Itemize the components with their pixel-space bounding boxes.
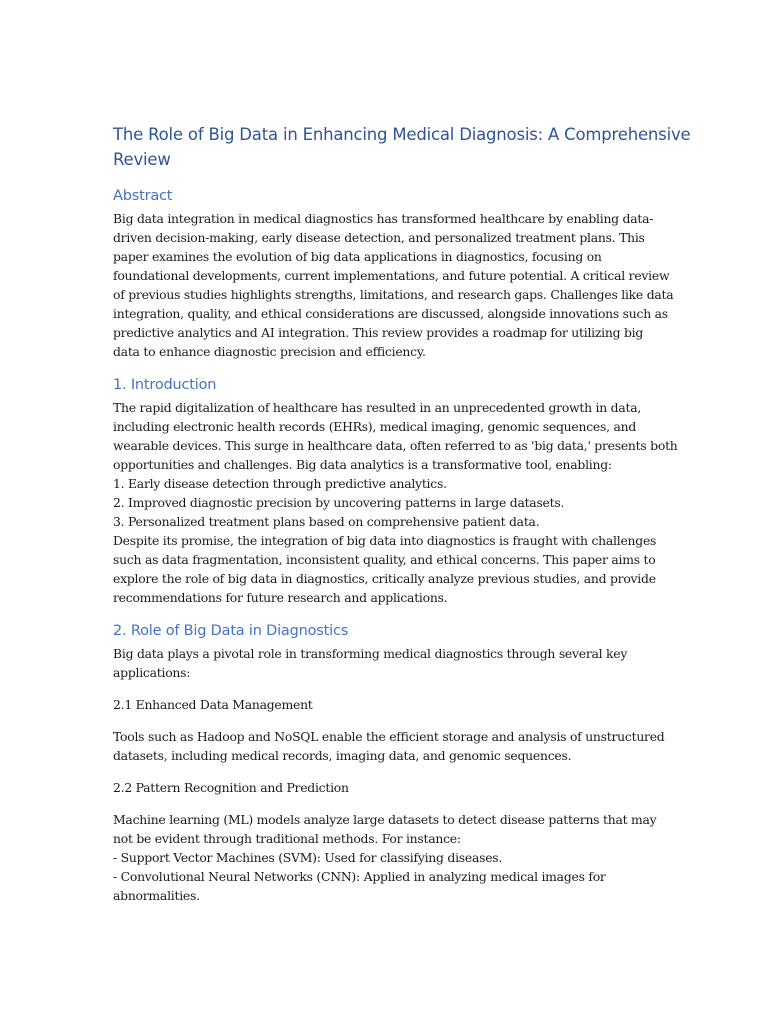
text-line: datasets, including medical records, imaging data, and genomic sequences. (113, 748, 572, 763)
subsection-heading: 2.2 Pattern Recognition and Prediction (113, 780, 349, 795)
text-line: explore the role of big data in diagnostics, critically analyze previous studies, and provide (113, 571, 656, 586)
text-line: predictive analytics and AI integration. This review provides a roadmap for utilizing big (113, 325, 644, 340)
title-line: Review (113, 150, 171, 169)
list-item: - Support Vector Machines (SVM): Used for classifying diseases. (113, 850, 503, 865)
list-item: 2. Improved diagnostic precision by uncovering patterns in large datasets. (113, 495, 565, 510)
text-line: Big data integration in medical diagnostics has transformed healthcare by enabling data- (113, 211, 654, 226)
text-line: paper examines the evolution of big data applications in diagnostics, focusing on (113, 249, 602, 264)
text-line: wearable devices. This surge in healthcare data, often referred to as 'big data,' presents both (113, 438, 678, 453)
text-line: driven decision-making, early disease detection, and personalized treatment plans. This (113, 230, 645, 245)
text-line: foundational developments, current implementations, and future potential. A critical review (113, 268, 670, 283)
text-line: Despite its promise, the integration of big data into diagnostics is fraught with challenges (113, 533, 657, 548)
text-line: Big data plays a pivotal role in transforming medical diagnostics through several key (113, 646, 628, 661)
abstract-paragraph (113, 209, 674, 361)
text-line: data to enhance diagnostic precision and efficiency. (113, 344, 426, 359)
subsection-heading: 2.1 Enhanced Data Management (113, 697, 313, 712)
introduction-paragraph (113, 398, 678, 607)
text-line: such as data fragmentation, inconsistent quality, and ethical concerns. This paper aims to (113, 552, 656, 567)
list-item: 3. Personalized treatment plans based on comprehensive patient data. (113, 514, 540, 529)
section2-intro (113, 644, 658, 682)
text-line: Tools such as Hadoop and NoSQL enable the efficient storage and analysis of unstructured (113, 729, 665, 744)
introduction-heading: 1. Introduction (113, 377, 217, 393)
text-line: The rapid digitalization of healthcare has resulted in an unprecedented growth in data, (113, 400, 642, 415)
text-line: opportunities and challenges. Big data analytics is a transformative tool, enabling: (113, 457, 612, 472)
text-line: of previous studies highlights strengths, limitations, and research gaps. Challenges like data (113, 287, 674, 302)
subsection-paragraph (113, 727, 665, 765)
list-item: 1. Early disease detection through predictive analytics. (113, 476, 447, 491)
text-line: integration, quality, and ethical considerations are discussed, alongside innovations such as (113, 306, 668, 321)
text-line: recommendations for future research and applications. (113, 590, 448, 605)
document-page (113, 122, 691, 905)
text-line: Machine learning (ML) models analyze large datasets to detect disease patterns that may (113, 812, 657, 827)
text-line: including electronic health records (EHRs), medical imaging, genomic sequences, and (113, 419, 637, 434)
list-item: - Convolutional Neural Networks (CNN): Applied in analyzing medical images for (113, 869, 606, 884)
title-line: The Role of Big Data in Enhancing Medical Diagnosis: A Comprehensive (113, 125, 691, 144)
subsection-paragraph (113, 810, 658, 905)
text-line: not be evident through traditional methods. For instance: (113, 831, 461, 846)
text-line: applications: (113, 665, 191, 680)
text-line: abnormalities. (113, 888, 200, 903)
abstract-heading: Abstract (113, 188, 173, 204)
paper-title (113, 122, 691, 172)
section2-heading: 2. Role of Big Data in Diagnostics (113, 623, 349, 639)
